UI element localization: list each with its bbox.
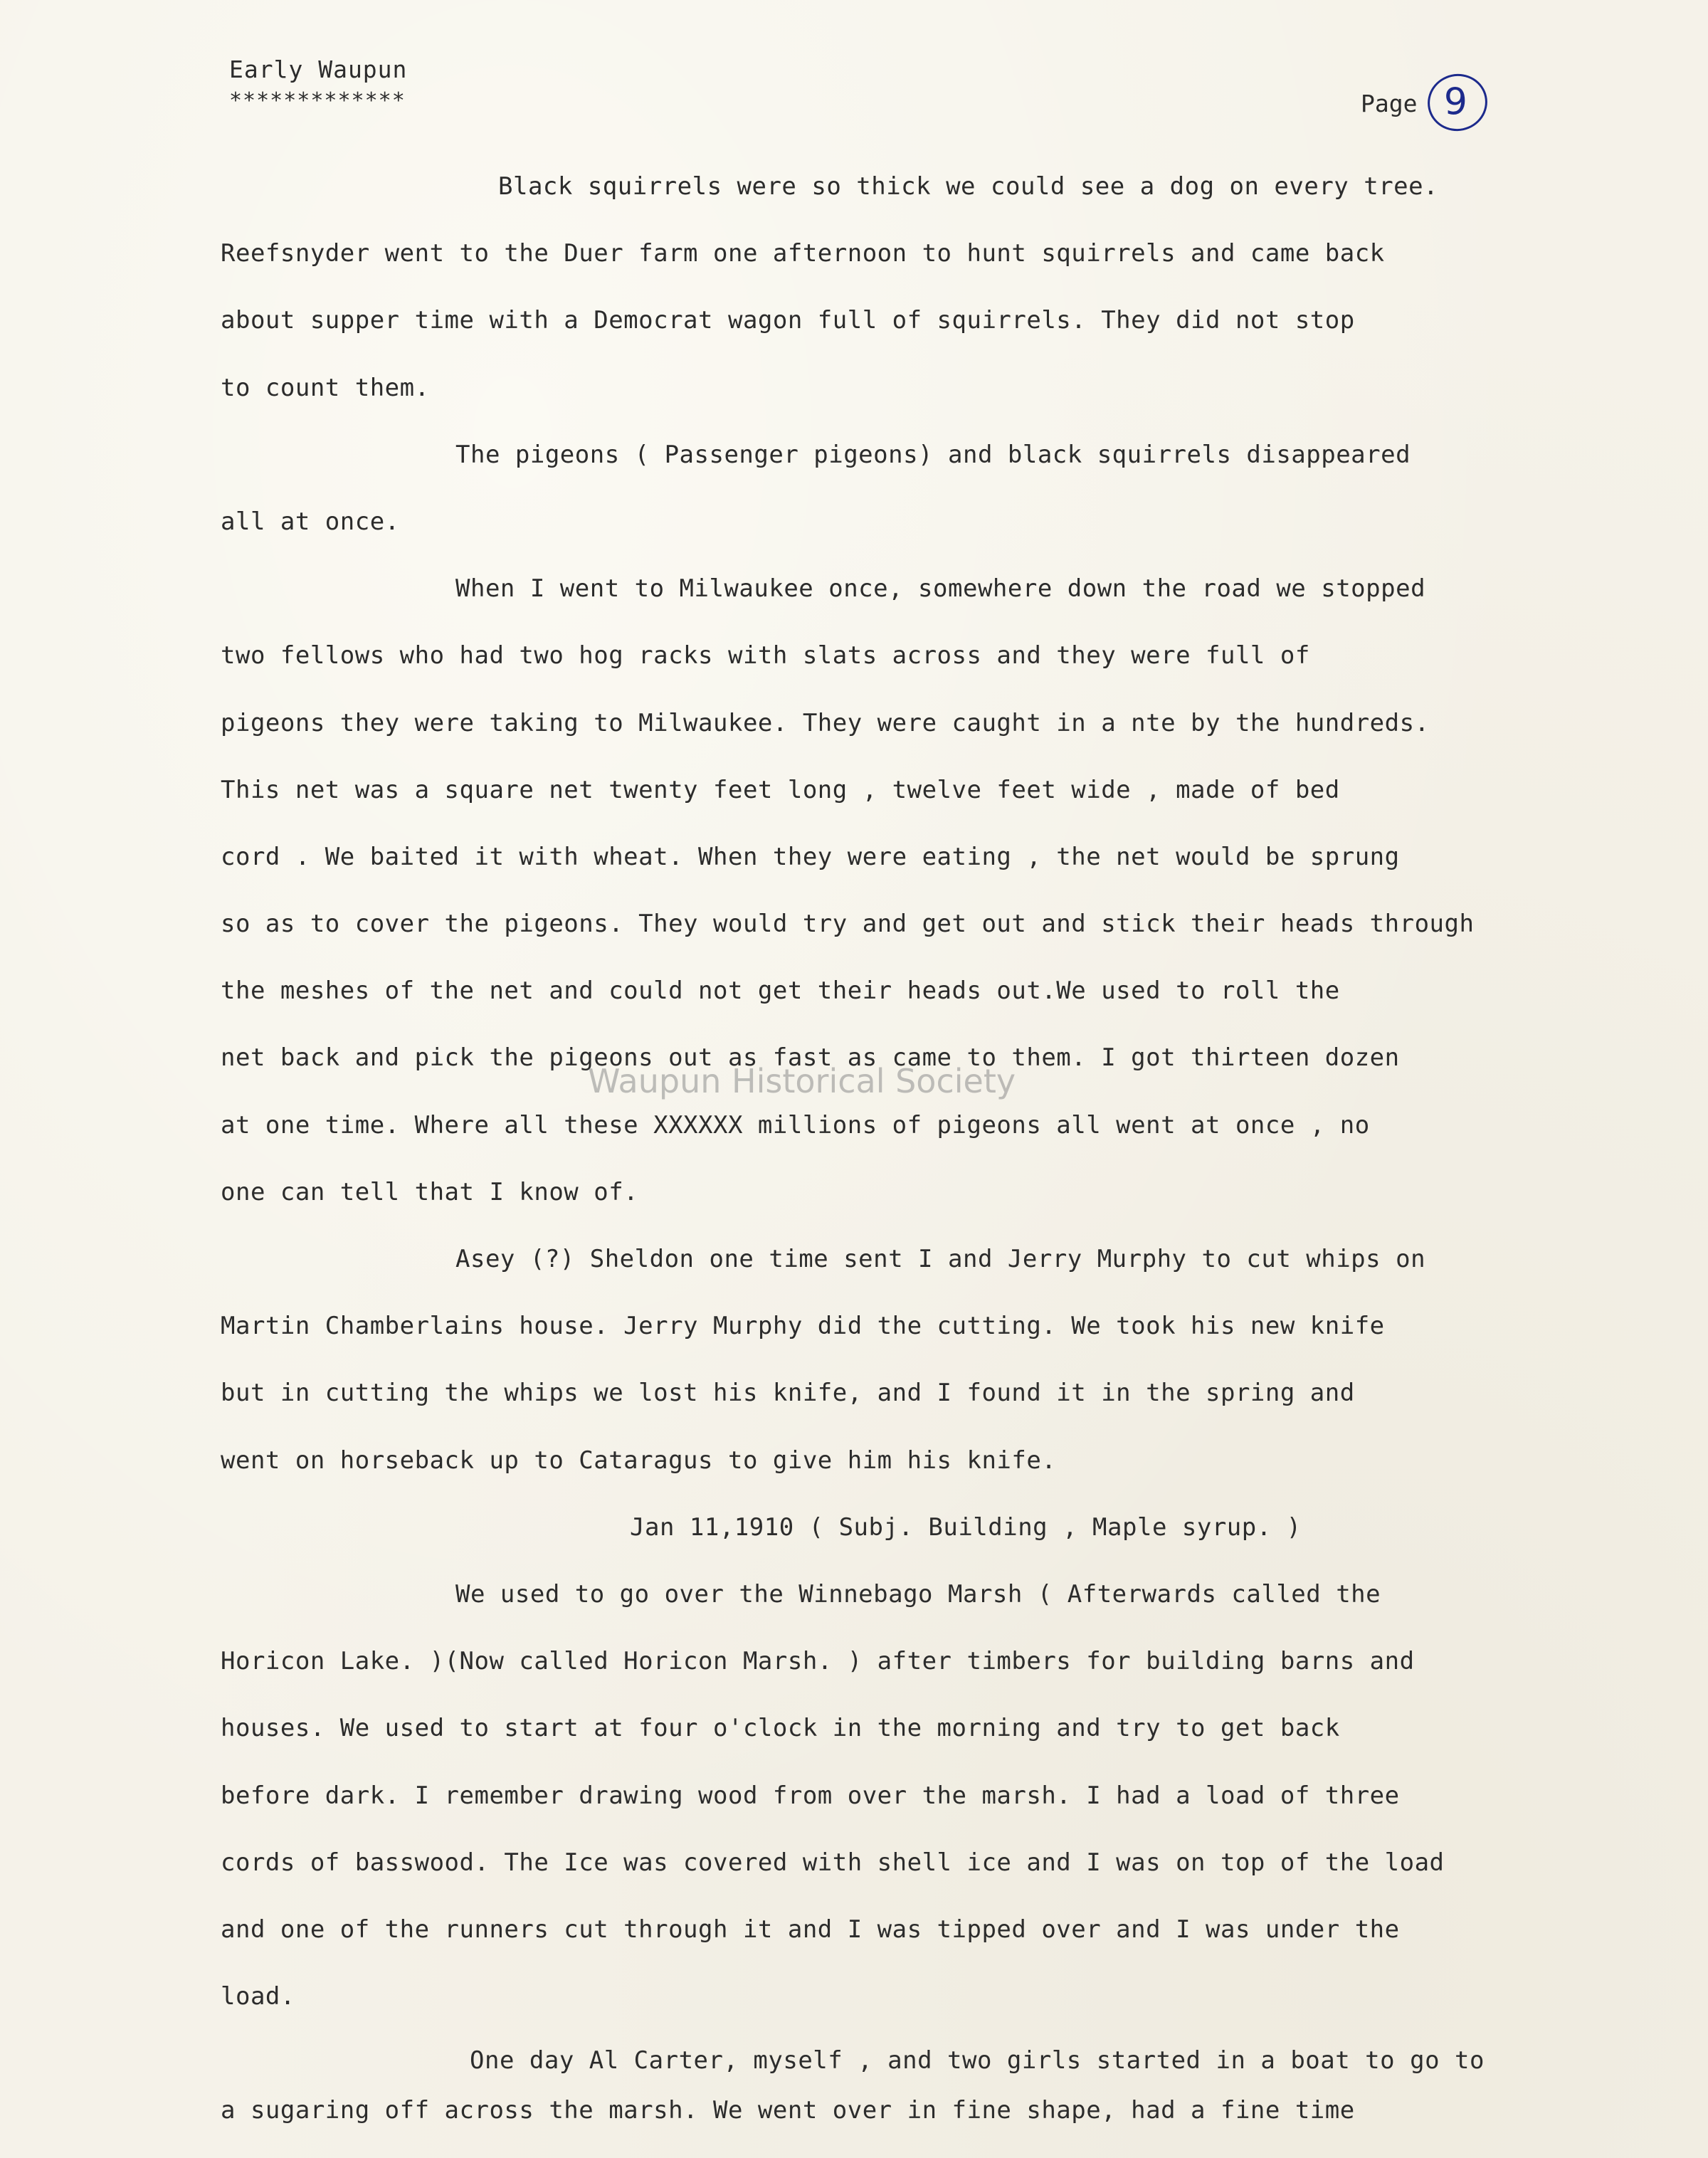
text-line: went on horseback up to Cataragus to give him his knife. <box>221 1446 1057 1475</box>
page-number-circle <box>1423 68 1493 137</box>
text-line: Reefsnyder went to the Duer farm one afternoon to hunt squirrels and came back <box>221 239 1385 268</box>
text-line: cords of basswood. The Ice was covered with shell ice and I was on top of the load <box>221 1848 1445 1877</box>
text-line: load. <box>221 1982 295 2011</box>
watermark: Waupun Historical Society <box>588 1062 1016 1100</box>
text-line: all at once. <box>221 507 400 536</box>
text-line: at one time. Where all these XXXXXX millions of pigeons all went at once , no <box>221 1110 1370 1139</box>
text-line: The pigeons ( Passenger pigeons) and black squirrels disappeared <box>455 440 1411 469</box>
title-underline-stars: ************* <box>229 88 406 113</box>
text-line: net back and pick the pigeons out as fast as came to them. I got thirteen dozen <box>221 1043 1400 1073</box>
text-line: two fellows who had two hog racks with slats across and they were full of <box>221 641 1310 670</box>
text-line: one can tell that I know of. <box>221 1177 639 1206</box>
text-line: Asey (?) Sheldon one time sent I and Jerry Murphy to cut whips on <box>455 1245 1426 1273</box>
text-line: but in cutting the whips we lost his knife, and I found it in the spring and <box>221 1379 1355 1408</box>
document-title: Early Waupun <box>229 56 408 83</box>
text-line: about supper time with a Democrat wagon full of squirrels. They did not stop <box>221 306 1355 335</box>
text-line: Black squirrels were so thick we could see a dog on every tree. <box>498 172 1439 201</box>
text-line: houses. We used to start at four o'clock in the morning and try to get back <box>221 1714 1340 1743</box>
text-line: so as to cover the pigeons. They would try and get out and stick their heads through <box>221 910 1475 939</box>
typed-body-end <box>221 2036 1485 2135</box>
text-line: a sugaring off across the marsh. We went over in fine shape, had a fine time <box>221 2096 1355 2125</box>
text-line: One day Al Carter, myself , and two girls started in a boat to go to <box>470 2046 1485 2075</box>
text-line: the meshes of the net and could not get their heads out.We used to roll the <box>221 977 1340 1006</box>
text-line: pigeons they were taking to Milwaukee. They were caught in a nte by the hundreds. <box>221 708 1430 737</box>
text-line: cord . We baited it with wheat. When they were eating , the net would be sprung <box>221 842 1400 871</box>
page-number: 9 <box>1443 80 1467 124</box>
text-line: Martin Chamberlains house. Jerry Murphy did the cutting. We took his new knife <box>221 1312 1385 1341</box>
text-line: Horicon Lake. )(Now called Horicon Marsh. ) after timbers for building barns and <box>221 1647 1415 1676</box>
text-line: to count them. <box>221 373 430 402</box>
text-line: This net was a square net twenty feet long , twelve feet wide , made of bed <box>221 775 1340 804</box>
text-line: and one of the runners cut through it and I was tipped over and I was under the <box>221 1915 1400 1944</box>
page-label: Page <box>1361 90 1418 117</box>
date-subject-line: Jan 11,1910 ( Subj. Building , Maple syrup. ) <box>630 1512 1302 1542</box>
text-line: When I went to Milwaukee once, somewhere down the road we stopped <box>455 574 1426 604</box>
text-line: before dark. I remember drawing wood from over the marsh. I had a load of three <box>221 1781 1400 1810</box>
text-line: We used to go over the Winnebago Marsh ( Afterwards called the <box>455 1579 1381 1609</box>
